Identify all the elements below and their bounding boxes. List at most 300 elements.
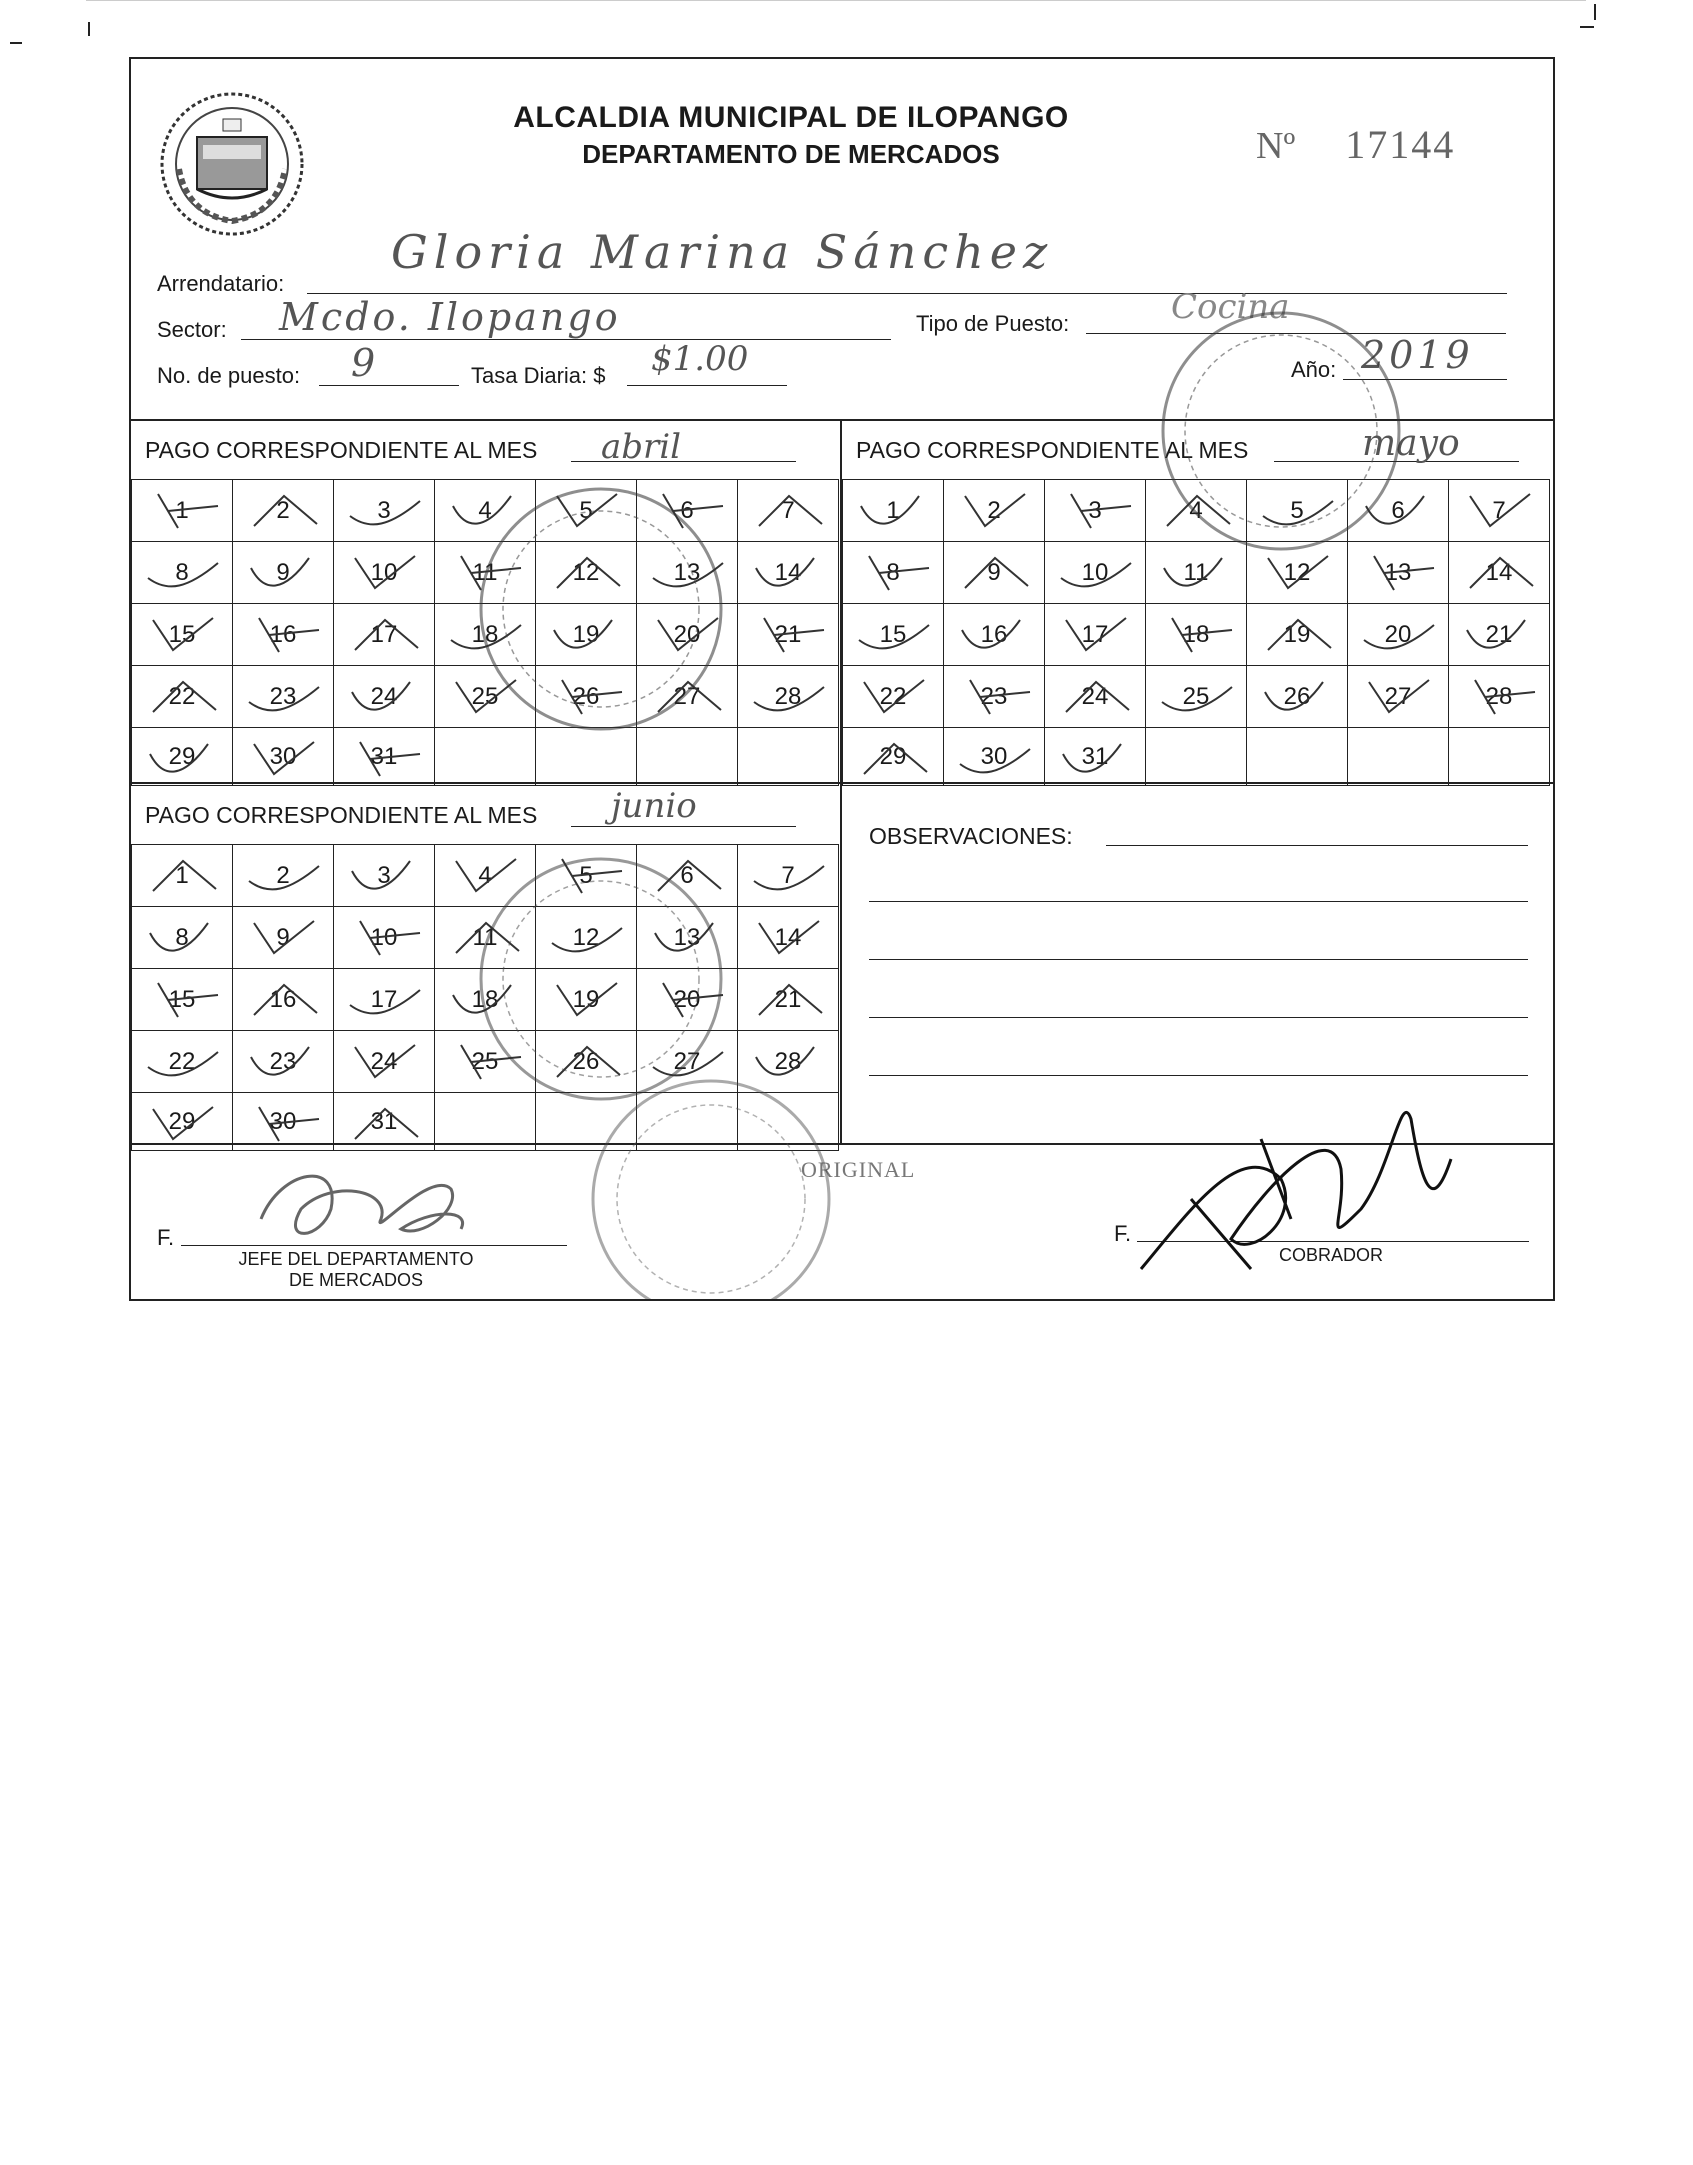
check-mark-icon [1253,486,1343,536]
check-mark-icon [441,913,531,963]
month-3-days [131,844,839,1151]
day-number: 28 [774,682,802,710]
check-mark-icon [138,548,228,598]
check-mark-icon [1051,672,1141,722]
day-cell [1348,542,1449,604]
arrendatario-line [307,293,1507,294]
day-cell [1449,666,1550,728]
day-cell [944,542,1045,604]
day-cell [334,1093,435,1151]
day-cell [843,480,944,542]
day-cell [233,1031,334,1093]
day-number: 1 [886,496,900,524]
observaciones-line-4 [869,1017,1528,1018]
day-cell [536,845,637,907]
day-number: 9 [276,923,290,951]
day-number: 5 [579,496,593,524]
days-row [132,907,839,969]
month-3-label: PAGO CORRESPONDIENTE AL MES [145,802,538,828]
day-number: 6 [680,496,694,524]
number-label: Nº [1256,125,1296,167]
day-cell [536,604,637,666]
check-mark-icon [239,851,329,901]
empty-day-cell [1449,728,1550,786]
day-number: 9 [987,558,1001,586]
check-mark-icon [1354,610,1444,660]
day-cell [435,480,536,542]
day-number: 4 [1189,496,1203,524]
day-cell [132,1031,233,1093]
check-mark-icon [643,851,733,901]
day-number: 29 [168,742,196,770]
days-row [132,1031,839,1093]
check-mark-icon [441,610,531,660]
f-right-label: F. [1114,1221,1132,1246]
day-cell [334,845,435,907]
day-number: 15 [168,620,196,648]
check-mark-icon [239,913,329,963]
check-mark-icon [239,548,329,598]
day-number: 27 [673,682,701,710]
day-cell [233,907,334,969]
day-number: 3 [1088,496,1102,524]
day-number: 12 [1283,558,1311,586]
check-mark-icon [138,610,228,660]
month-3-line [571,826,796,827]
day-number: 27 [1384,682,1412,710]
day-number: 12 [572,923,600,951]
day-number: 15 [168,985,196,1013]
day-number: 11 [472,923,498,951]
check-mark-icon [542,672,632,722]
receipt-number [1256,121,1455,168]
check-mark-icon [138,734,228,784]
check-mark-icon [441,851,531,901]
day-number: 11 [1183,558,1209,586]
check-mark-icon [1152,610,1242,660]
day-cell [536,480,637,542]
day-cell [1045,728,1146,786]
day-number: 31 [1081,742,1109,770]
day-cell [637,1031,738,1093]
day-number: 25 [471,682,499,710]
day-number: 24 [370,682,398,710]
check-mark-icon [542,913,632,963]
form-title [481,101,1101,170]
day-number: 15 [879,620,907,648]
anio-line [1343,379,1507,380]
day-number: 18 [471,620,499,648]
check-mark-icon [239,610,329,660]
check-mark-icon [1253,672,1343,722]
check-mark-icon [849,734,939,784]
day-cell [738,1031,839,1093]
day-cell [1348,604,1449,666]
check-mark-icon [849,548,939,598]
day-cell [843,666,944,728]
day-cell [1045,542,1146,604]
sector-value: Mcdo. Ilopango [279,295,621,339]
check-mark-icon [1051,610,1141,660]
day-number: 19 [572,985,600,1013]
check-mark-icon [643,672,733,722]
check-mark-icon [950,548,1040,598]
day-number: 7 [1492,496,1506,524]
day-cell [1045,480,1146,542]
empty-day-cell [738,728,839,786]
month-block-1 [131,419,840,782]
check-mark-icon [542,486,632,536]
day-number: 16 [269,620,297,648]
day-cell [1146,604,1247,666]
day-cell [233,1093,334,1151]
days-row [132,542,839,604]
sector-label: Sector: [157,317,227,342]
day-cell [1146,480,1247,542]
puesto-label: No. de puesto: [157,363,301,388]
check-mark-icon [340,975,430,1025]
empty-day-cell [435,1093,536,1151]
day-number: 7 [781,496,795,524]
empty-day-cell [1348,728,1449,786]
day-number: 25 [1182,682,1210,710]
check-mark-icon [340,610,430,660]
day-number: 24 [370,1047,398,1075]
days-row [843,604,1550,666]
empty-day-cell [435,728,536,786]
day-cell [132,480,233,542]
day-cell [637,845,738,907]
check-mark-icon [239,672,329,722]
day-cell [334,728,435,786]
department-title: DEPARTAMENTO DE MERCADOS [582,139,1000,169]
day-number: 22 [168,682,196,710]
month-2-value: mayo [1362,423,1460,464]
day-cell [435,907,536,969]
day-number: 24 [1081,682,1109,710]
day-number: 6 [1391,496,1405,524]
observaciones-line-2 [869,901,1528,902]
check-mark-icon [542,610,632,660]
check-mark-icon [849,486,939,536]
day-number: 30 [269,1107,297,1135]
check-mark-icon [239,1037,329,1087]
day-number: 26 [572,1047,600,1075]
day-cell [944,604,1045,666]
form-header [131,59,1553,421]
day-cell [843,604,944,666]
check-mark-icon [138,913,228,963]
day-cell [536,666,637,728]
days-row [132,845,839,907]
check-mark-icon [138,672,228,722]
day-cell [738,969,839,1031]
day-number: 2 [987,496,1001,524]
day-number: 23 [269,1047,297,1075]
day-cell [536,1031,637,1093]
day-number: 29 [879,742,907,770]
check-mark-icon [138,1037,228,1087]
cobrador-label: COBRADOR [1278,1245,1383,1265]
day-cell [536,542,637,604]
check-mark-icon [1051,734,1141,784]
day-number: 21 [774,620,802,648]
day-cell [637,480,738,542]
check-mark-icon [340,548,430,598]
day-cell [334,907,435,969]
day-cell [637,907,738,969]
check-mark-icon [643,975,733,1025]
day-number: 14 [774,558,802,586]
check-mark-icon [643,610,733,660]
day-number: 14 [774,923,802,951]
observaciones-line-5 [869,1075,1528,1076]
day-cell [843,542,944,604]
day-number: 17 [370,985,398,1013]
tasa-label: Tasa Diaria: $ [471,363,606,388]
days-row [843,542,1550,604]
check-mark-icon [340,1099,430,1149]
check-mark-icon [950,672,1040,722]
day-cell [334,666,435,728]
day-number: 20 [673,985,701,1013]
day-number: 2 [276,496,290,524]
month-block-3 [131,784,840,1143]
check-mark-icon [441,548,531,598]
day-cell [738,604,839,666]
day-number: 22 [879,682,907,710]
day-cell [944,666,1045,728]
month-1-days [131,479,839,786]
day-number: 26 [1283,682,1311,710]
check-mark-icon [643,913,733,963]
day-number: 19 [1283,620,1311,648]
day-cell [435,1031,536,1093]
day-number: 10 [370,923,398,951]
check-mark-icon [1354,548,1444,598]
sector-line [241,339,891,340]
day-number: 26 [572,682,600,710]
check-mark-icon [744,610,834,660]
day-cell [132,666,233,728]
jefe-label [191,1249,521,1291]
tipo-puesto-value: Cocina [1171,287,1290,327]
tipo-puesto-label: Tipo de Puesto: [916,311,1070,336]
check-mark-icon [643,548,733,598]
day-cell [334,1031,435,1093]
day-number: 25 [471,1047,499,1075]
payment-receipt-form [129,57,1555,1301]
check-mark-icon [1152,548,1242,598]
day-number: 14 [1485,558,1513,586]
day-number: 23 [269,682,297,710]
jefe-signature-line [181,1245,567,1246]
check-mark-icon [849,610,939,660]
check-mark-icon [1354,486,1444,536]
f-left-label: F. [157,1225,175,1250]
arrendatario-value: Gloria Marina Sánchez [391,225,1054,279]
check-mark-icon [744,1037,834,1087]
days-row [843,480,1550,542]
day-cell [843,728,944,786]
day-cell [435,666,536,728]
day-number: 8 [886,558,900,586]
check-mark-icon [744,975,834,1025]
check-mark-icon [340,1037,430,1087]
empty-day-cell [1247,728,1348,786]
check-mark-icon [1253,610,1343,660]
days-row [132,666,839,728]
day-number: 10 [370,558,398,586]
check-mark-icon [1051,486,1141,536]
day-cell [1348,666,1449,728]
check-mark-icon [441,486,531,536]
day-number: 10 [1081,558,1109,586]
check-mark-icon [950,610,1040,660]
anio-label: Año: [1291,357,1337,382]
day-number: 28 [774,1047,802,1075]
month-3-value: junio [611,786,697,826]
day-number: 27 [673,1047,701,1075]
jefe-label-line2: DE MERCADOS [288,1270,423,1290]
day-cell [637,604,738,666]
day-cell [334,969,435,1031]
day-cell [334,604,435,666]
day-number: 21 [1485,620,1513,648]
day-cell [536,907,637,969]
check-mark-icon [239,486,329,536]
days-row [132,1093,839,1151]
check-mark-icon [1152,672,1242,722]
check-mark-icon [744,672,834,722]
check-mark-icon [744,548,834,598]
check-mark-icon [441,1037,531,1087]
day-cell [233,728,334,786]
day-cell [738,907,839,969]
check-mark-icon [239,1099,329,1149]
month-block-2 [842,419,1553,782]
day-number: 2 [276,861,290,889]
puesto-line [319,385,459,386]
day-cell [435,604,536,666]
day-number: 18 [1182,620,1210,648]
check-mark-icon [441,975,531,1025]
day-cell [944,480,1045,542]
check-mark-icon [849,672,939,722]
day-number: 5 [579,861,593,889]
day-cell [738,480,839,542]
day-number: 22 [168,1047,196,1075]
check-mark-icon [744,486,834,536]
day-number: 17 [1081,620,1109,648]
empty-day-cell [738,1093,839,1151]
day-number: 13 [1384,558,1412,586]
day-cell [435,542,536,604]
days-row [132,969,839,1031]
day-cell [233,845,334,907]
observaciones-label: OBSERVACIONES: [869,823,1073,849]
number-value: 17144 [1345,122,1456,167]
check-mark-icon [340,486,430,536]
cobrador-signature-line [1137,1241,1529,1242]
day-number: 8 [175,923,189,951]
day-cell [1449,604,1550,666]
check-mark-icon [950,486,1040,536]
empty-day-cell [637,1093,738,1151]
day-number: 21 [774,985,802,1013]
check-mark-icon [239,975,329,1025]
day-cell [334,542,435,604]
day-cell [1449,542,1550,604]
check-mark-icon [950,734,1040,784]
day-cell [738,666,839,728]
column-divider-lower [840,782,842,1145]
day-number: 31 [370,742,398,770]
day-cell [536,969,637,1031]
day-number: 23 [980,682,1008,710]
check-mark-icon [340,734,430,784]
empty-day-cell [637,728,738,786]
day-cell [1247,480,1348,542]
day-number: 3 [377,861,391,889]
day-number: 20 [1384,620,1412,648]
day-cell [1045,604,1146,666]
day-cell [233,666,334,728]
check-mark-icon [1354,672,1444,722]
institution-title: ALCALDIA MUNICIPAL DE ILOPANGO [513,101,1069,134]
check-mark-icon [138,975,228,1025]
day-number: 30 [980,742,1008,770]
day-number: 28 [1485,682,1513,710]
check-mark-icon [1455,610,1545,660]
check-mark-icon [138,851,228,901]
day-cell [1247,604,1348,666]
day-number: 3 [377,496,391,524]
check-mark-icon [1152,486,1242,536]
day-cell [1348,480,1449,542]
day-cell [233,542,334,604]
day-cell [334,480,435,542]
check-mark-icon [542,548,632,598]
observaciones-line-3 [869,959,1528,960]
day-number: 4 [478,861,492,889]
day-cell [435,969,536,1031]
day-number: 20 [673,620,701,648]
day-cell [637,542,738,604]
month-2-label: PAGO CORRESPONDIENTE AL MES [856,437,1249,463]
days-row [843,728,1550,786]
check-mark-icon [744,913,834,963]
check-mark-icon [340,851,430,901]
check-mark-icon [542,1037,632,1087]
day-number: 1 [175,861,189,889]
check-mark-icon [542,975,632,1025]
day-cell [233,480,334,542]
month-1-value: abril [601,427,682,467]
month-1-label: PAGO CORRESPONDIENTE AL MES [145,437,538,463]
day-number: 11 [472,558,498,586]
check-mark-icon [744,851,834,901]
original-mark: ORIGINAL [801,1157,916,1182]
empty-day-cell [536,1093,637,1151]
day-cell [435,845,536,907]
day-cell [1247,666,1348,728]
day-number: 13 [673,923,701,951]
check-mark-icon [441,672,531,722]
check-mark-icon [1455,548,1545,598]
day-number: 7 [781,861,795,889]
jefe-signature [261,1176,463,1233]
